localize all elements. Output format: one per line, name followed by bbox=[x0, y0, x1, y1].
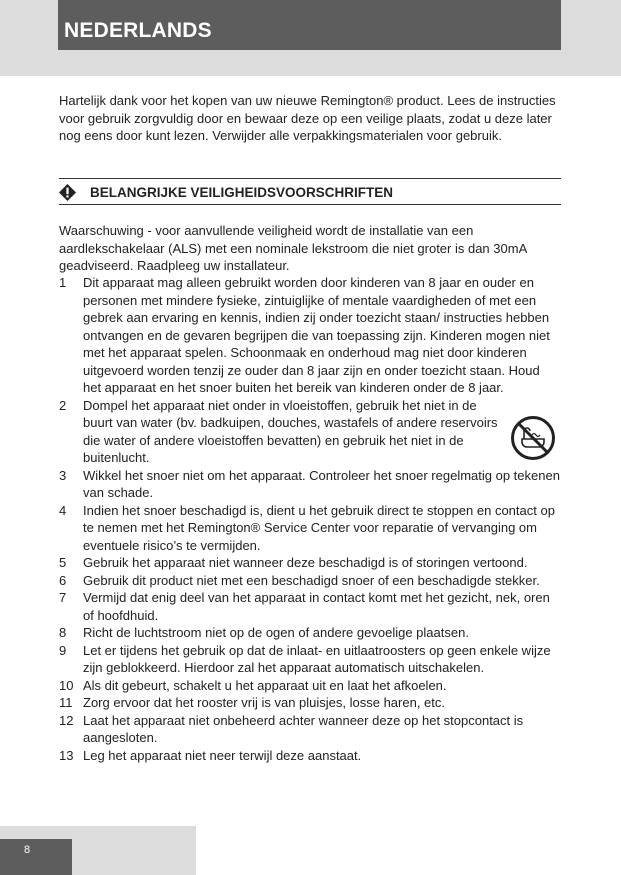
list-item bbox=[59, 747, 561, 765]
item-text: Zorg ervoor dat het rooster vrij is van pluisjes, losse haren, etc. bbox=[83, 695, 445, 710]
item-number: 13 bbox=[59, 747, 74, 763]
item-text: Dompel het apparaat niet onder in vloeistoffen, gebruik het niet in de buurt van water (bv. badkuipen, douches, wastafels of andere reservoirs die water of andere vloeistoffen bevatten) en gebruik het niet in de buitenlucht. bbox=[83, 397, 498, 465]
item-number: 9 bbox=[59, 642, 67, 658]
item-text: Indien het snoer beschadigd is, dient u het gebruik direct te stoppen en contact op te nemen met het Remington® Service Center voor reparatie of vervanging om eventuele risico’s te vermijden. bbox=[83, 502, 555, 553]
item-number: 3 bbox=[59, 467, 67, 483]
list-item bbox=[59, 502, 561, 555]
item-number: 12 bbox=[59, 712, 74, 728]
warning-paragraph: Waarschuwing - voor aanvullende veiligheid wordt de installatie van een aardlekschakelaar (ALS) met een nominale lekstroom die niet groter is dan 30mA geadviseerd. Raadpleeg uw installateur. bbox=[59, 223, 527, 273]
page-number: 8 bbox=[0, 839, 72, 875]
list-item bbox=[59, 572, 561, 590]
item-number: 6 bbox=[59, 572, 67, 588]
list-item bbox=[59, 694, 561, 712]
list-item bbox=[59, 624, 561, 642]
item-number: 10 bbox=[59, 677, 74, 693]
list-item bbox=[59, 467, 561, 502]
item-text: Gebruik het apparaat niet wanneer deze beschadigd is of storingen vertoond. bbox=[83, 555, 528, 570]
item-number: 7 bbox=[59, 590, 67, 605]
item-number: 5 bbox=[59, 555, 67, 570]
list-item bbox=[59, 589, 561, 624]
item-number: 4 bbox=[59, 502, 67, 518]
safety-list bbox=[59, 274, 561, 764]
list-item bbox=[59, 642, 561, 677]
list-item bbox=[59, 274, 561, 397]
item-text: Leg het apparaat niet neer terwijl deze aanstaat. bbox=[83, 747, 362, 763]
section-title: BELANGRIJKE VEILIGHEIDSVOORSCHRIFTEN bbox=[90, 185, 394, 200]
item-text: Richt de luchtstroom niet op de ogen of andere gevoelige plaatsen. bbox=[83, 625, 469, 640]
language-header: NEDERLANDS bbox=[58, 0, 561, 50]
item-text: Gebruik dit product niet met een beschadigd snoer of een beschadigde stekker. bbox=[83, 572, 540, 588]
list-item bbox=[59, 677, 561, 695]
list-item bbox=[59, 554, 561, 572]
list-item bbox=[59, 397, 561, 467]
item-text: Laat het apparaat niet onbeheerd achter wanneer deze op het stopcontact is aangesloten. bbox=[83, 712, 524, 745]
warning-diamond-icon bbox=[59, 184, 76, 201]
item-number: 1 bbox=[59, 275, 67, 290]
list-item bbox=[59, 712, 561, 747]
item-number: 8 bbox=[59, 625, 67, 640]
item-text: Vermijd dat enig deel van het apparaat in contact komt met het gezicht, nek, oren of hoofdhuid. bbox=[83, 590, 550, 623]
section-heading bbox=[59, 178, 561, 205]
item-number: 2 bbox=[59, 397, 67, 413]
item-number: 11 bbox=[59, 695, 73, 710]
item-text: Wikkel het snoer niet om het apparaat. Controleer het snoer regelmatig op tekenen van schade. bbox=[83, 467, 560, 500]
item-text: Als dit gebeurt, schakelt u het apparaat uit en laat het afkoelen. bbox=[83, 677, 447, 693]
no-water-bath-icon bbox=[510, 415, 556, 461]
item-text: Dit apparaat mag alleen gebruikt worden door kinderen van 8 jaar en ouder en personen met mindere fysieke, zintuiglijke of mentale vaardigheden of met een gebrek aan ervaring en kennis, indien zij onder toezicht staan/ instructies hebben ontvangen en de gevaren begrijpen die van toepassing zijn. Kinderen mogen niet met het apparaat spelen. Schoonmaak en onderhoud mag niet door kinderen uitgevoerd worden tenzij ze ouder dan 8 jaar zijn en onder toezicht staan. Houd het apparaat en het snoer buiten het bereik van kinderen onder de 8 jaar. bbox=[83, 275, 550, 395]
intro-paragraph: Hartelijk dank voor het kopen van uw nieuwe Remington® product. Lees de instructies voor gebruik zorgvuldig door en bewaar deze op een veilige plaats, zodat u deze later nog eens door kunt lezen. Verwijder alle verpakkingsmaterialen voor gebruik. bbox=[59, 93, 556, 143]
item-text: Let er tijdens het gebruik op dat de inlaat- en uitlaatroosters op geen enkele wijze zijn geblokkeerd. Hierdoor zal het apparaat automatisch uitschakelen. bbox=[83, 642, 551, 675]
